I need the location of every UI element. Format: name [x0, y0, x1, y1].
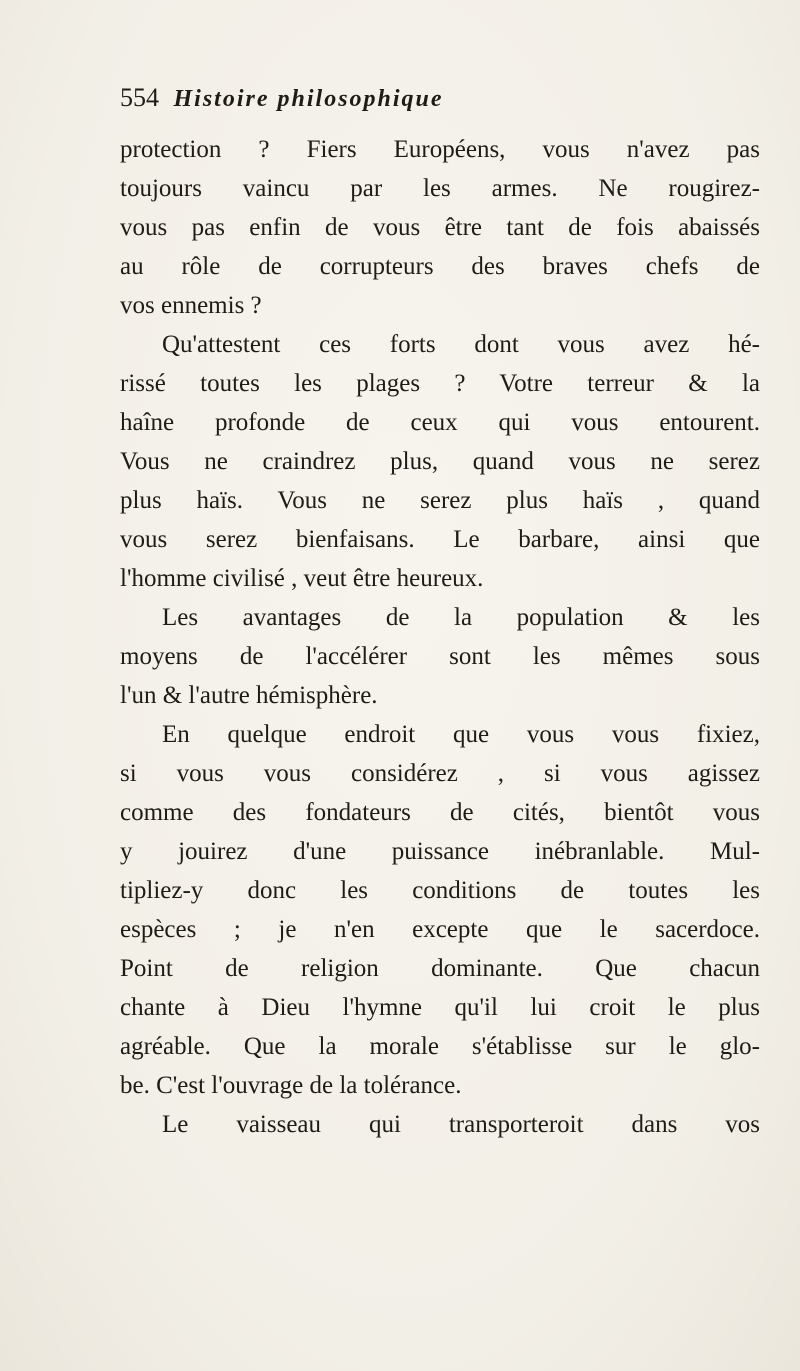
text-line: vous serez bienfaisans. Le barbare, ainsi que: [120, 526, 760, 553]
text-line: y jouirez d'une puissance inébranlable. Mul-: [120, 838, 760, 865]
text-line: l'homme civilisé , veut être heureux.: [120, 565, 484, 592]
text-line: protection ? Fiers Européens, vous n'avez pas: [120, 136, 760, 163]
text-line: tipliez-y donc les conditions de toutes les: [120, 877, 760, 904]
body-text: [120, 130, 760, 1144]
text-line: Les avantages de la population & les: [162, 604, 760, 631]
text-line: agréable. Que la morale s'établisse sur le glo-: [120, 1033, 760, 1060]
text-line: Vous ne craindrez plus, quand vous ne serez: [120, 448, 760, 475]
text-line: plus haïs. Vous ne serez plus haïs , quand: [120, 487, 760, 514]
text-line: espèces ; je n'en excepte que le sacerdoce.: [120, 916, 760, 943]
text-line: Point de religion dominante. Que chacun: [120, 955, 760, 982]
text-line: comme des fondateurs de cités, bientôt vous: [120, 799, 760, 826]
text-line: toujours vaincu par les armes. Ne rougirez-: [120, 175, 760, 202]
running-title: Histoire philosophique: [173, 86, 444, 112]
text-line: au rôle de corrupteurs des braves chefs de: [120, 253, 760, 280]
text-line: Le vaisseau qui transporteroit dans vos: [162, 1111, 760, 1138]
text-line: vos ennemis ?: [120, 292, 262, 319]
text-line: si vous vous considérez , si vous agissez: [120, 760, 760, 787]
text-line: moyens de l'accélérer sont les mêmes sous: [120, 643, 760, 670]
text-line: vous pas enfin de vous être tant de fois abaissés: [120, 214, 760, 241]
text-line: En quelque endroit que vous vous fixiez,: [162, 721, 760, 748]
text-line: rissé toutes les plages ? Votre terreur & la: [120, 370, 760, 397]
text-line: Qu'attestent ces forts dont vous avez hé-: [162, 331, 760, 358]
page-number: 554: [120, 83, 159, 112]
text-line: haîne profonde de ceux qui vous entourent.: [120, 409, 760, 436]
text-line: l'un & l'autre hémisphère.: [120, 682, 378, 709]
running-header: [120, 78, 680, 118]
text-line: chante à Dieu l'hymne qu'il lui croit le plus: [120, 994, 760, 1021]
text-line: be. C'est l'ouvrage de la tolérance.: [120, 1072, 462, 1099]
